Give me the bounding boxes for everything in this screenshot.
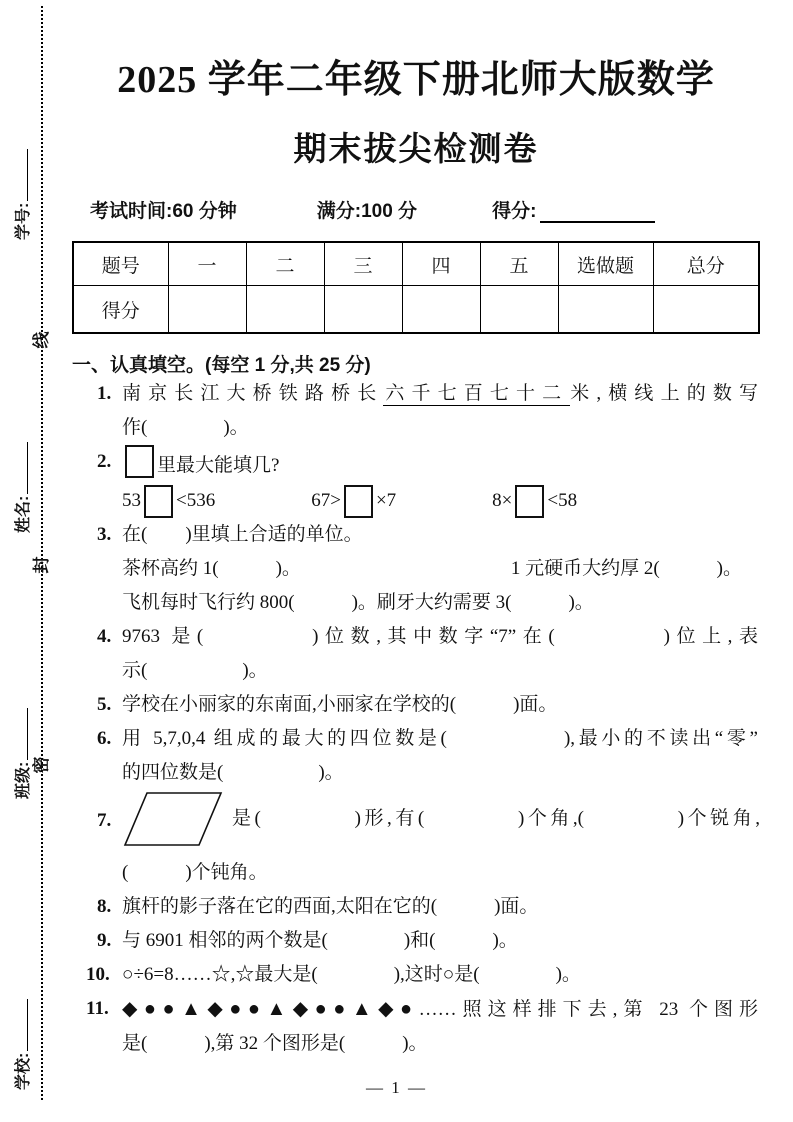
exam-title: 2025 学年二年级下册北师大版数学 [117, 59, 715, 101]
score-label: 得分: [492, 201, 537, 222]
class-blank [15, 708, 28, 760]
parallelogram-icon [122, 790, 224, 848]
question-5-number: 5. [97, 694, 112, 715]
seal-char-seal: 封 [32, 556, 51, 574]
question-6 [72, 722, 760, 790]
student-id-field [10, 110, 32, 240]
underlined-number-words: 六千七百七十二 [385, 383, 569, 404]
score-cell [168, 286, 246, 334]
score-table [72, 241, 760, 334]
col-two: 二 [246, 242, 324, 286]
question-4-line-2: 示( )。 [122, 660, 268, 681]
col-four: 四 [402, 242, 480, 286]
question-1-line-2: 作( )。 [122, 417, 249, 438]
score-blank-line [540, 207, 655, 223]
question-2-expressions [122, 484, 760, 518]
name-label: 姓名: [14, 495, 32, 533]
section-one-heading: 一、认真填空。(每空 1 分,共 25 分) [72, 355, 371, 376]
question-6-number: 6. [97, 728, 112, 749]
question-7-number: 7. [97, 810, 112, 831]
question-10-number: 10. [86, 964, 110, 985]
seal-char-secret: 密 [32, 756, 51, 774]
expression-3 [492, 484, 577, 518]
exam-info-row [72, 196, 760, 223]
expression-3-left: 8× [492, 490, 513, 511]
score-table-header-row [73, 242, 759, 286]
question-6-line-2: 的四位数是( )。 [122, 762, 344, 783]
question-3-line-2 [122, 552, 760, 586]
score-cell [558, 286, 653, 334]
question-8 [72, 890, 760, 924]
student-id-label: 学号: [14, 202, 32, 240]
question-10 [72, 958, 760, 992]
question-3-item-cup: 茶杯高约 1( )。 [122, 558, 301, 579]
col-five: 五 [480, 242, 558, 286]
full-score: 满分:100 分 [316, 201, 418, 222]
exam-time: 考试时间:60 分钟 [90, 201, 237, 222]
question-2-number: 2. [97, 451, 112, 472]
name-blank [15, 442, 28, 494]
question-10-text: ○÷6=8……☆,☆最大是( ),这时○是( )。 [122, 964, 581, 985]
expression-1-right: <536 [176, 490, 216, 511]
question-7-line-1 [122, 790, 760, 848]
score-cell [480, 286, 558, 334]
question-9 [72, 924, 760, 958]
answer-box-icon [515, 485, 544, 518]
binding-dotted-line [41, 6, 43, 1100]
question-4-number: 4. [97, 626, 112, 647]
question-7-text: 是( )形,有( )个角,( )个锐角, [232, 808, 760, 829]
expression-3-right: <58 [547, 490, 578, 511]
question-4-line-1: 9763 是( )位数,其中数字“7”在( )位上,表 [122, 626, 758, 647]
question-1-text-after: 米,横线上的数写 [570, 383, 758, 404]
question-1-number: 1. [97, 383, 112, 404]
expression-2 [311, 484, 396, 518]
question-4 [72, 620, 760, 688]
answer-box-icon [125, 445, 154, 478]
shape-pattern-sequence: ◆●●▲◆●●▲◆●●▲◆● [122, 998, 419, 1020]
question-1 [72, 377, 760, 445]
question-11-line-1 [122, 992, 760, 1027]
question-3-item-coin: 1 元硬币大约厚 2( )。 [510, 558, 742, 579]
question-1-text: 南京长江大桥铁路桥长 [122, 383, 384, 404]
col-optional: 选做题 [558, 242, 653, 286]
class-label: 班级: [14, 761, 32, 799]
question-11 [72, 992, 760, 1061]
expression-2-right: ×7 [375, 490, 397, 511]
score-cell [324, 286, 402, 334]
expression-1 [122, 484, 215, 518]
school-label: 学校: [14, 1052, 32, 1090]
col-total: 总分 [653, 242, 759, 286]
question-5 [72, 688, 760, 722]
class-field [10, 669, 32, 799]
expression-2-left: 67> [311, 490, 341, 511]
school-blank [15, 999, 28, 1051]
question-3-number: 3. [97, 524, 112, 545]
question-6-line-1: 用 5,7,0,4 组成的最大的四位数是( ),最小的不读出“零” [122, 728, 758, 749]
score-row-label: 得分 [73, 286, 168, 334]
score-cell [246, 286, 324, 334]
question-3 [72, 518, 760, 620]
question-2-prompt [122, 445, 760, 483]
col-question-number: 题号 [73, 242, 168, 286]
score-cell [402, 286, 480, 334]
expression-1-left: 53 [122, 490, 141, 511]
score-field [492, 196, 655, 223]
answer-box-icon [344, 485, 373, 518]
question-2-prompt-text: 里最大能填几? [157, 455, 280, 476]
score-table-score-row [73, 286, 759, 334]
col-three: 三 [324, 242, 402, 286]
question-11-line-2: 是( ),第 32 个图形是( )。 [122, 1033, 428, 1054]
score-cell [653, 286, 759, 334]
student-id-blank [15, 149, 28, 201]
question-11-text: ……照这样排下去,第 23 个图形 [418, 999, 758, 1020]
question-11-number: 11. [86, 998, 109, 1019]
question-1-line-1 [122, 377, 760, 411]
question-2 [72, 445, 760, 518]
seal-char-line: 线 [32, 331, 51, 349]
question-8-text: 旗杆的影子落在它的西面,太阳在它的( )面。 [122, 896, 539, 917]
name-field [10, 403, 32, 533]
exam-content [72, 0, 760, 1061]
question-9-number: 9. [97, 930, 112, 951]
answer-box-icon [144, 485, 173, 518]
question-3-line-3: 飞机每时飞行约 800( )。刷牙大约需要 3( )。 [122, 592, 594, 613]
school-field [10, 960, 32, 1090]
col-one: 一 [168, 242, 246, 286]
exam-subtitle: 期末拔尖检测卷 [293, 132, 539, 168]
page-number: — 1 — [366, 1078, 427, 1097]
question-3-prompt: 在( )里填上合适的单位。 [122, 524, 363, 545]
question-7 [72, 790, 760, 890]
question-7-line-2: ( )个钝角。 [122, 862, 268, 883]
question-9-text: 与 6901 相邻的两个数是( )和( )。 [122, 930, 518, 951]
question-8-number: 8. [97, 896, 112, 917]
question-5-text: 学校在小丽家的东南面,小丽家在学校的( )面。 [122, 694, 558, 715]
